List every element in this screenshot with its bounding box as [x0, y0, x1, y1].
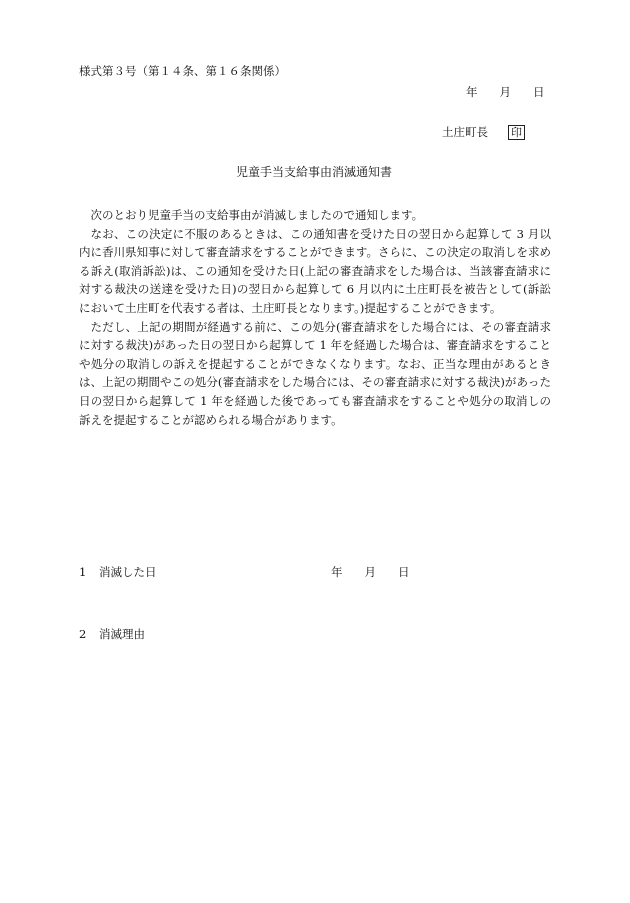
issue-date-year: 年 — [466, 85, 478, 99]
issuer-block — [442, 125, 525, 140]
issue-date — [466, 85, 545, 99]
seal-mark: 印 — [508, 125, 525, 140]
notice-body — [79, 206, 551, 429]
body-paragraph-3: ただし、上記の期間が経過する前に、この処分(審査請求をした場合には、その審査請求に対する裁決)があった日の翌日から起算して 1 年を経過した場合は、審査請求をすることや処分の取消しの訴えを提起することができなくなります。なお、正当な理由があるときは、上記の期間やこの処分(審査請求をした場合には、その審査請求に対する裁決)があった日の翌日から起算して 1 年を経過した後であっても審査請求をすることや処分の取消しの訴えを提起することが認められる場合があります。 — [79, 319, 551, 427]
field-label: 消滅した日 — [99, 565, 157, 579]
extinction-date-value — [331, 565, 410, 579]
extinction-date-day: 日 — [398, 565, 410, 579]
extinction-date-year: 年 — [331, 565, 343, 579]
field-extinction-date — [79, 565, 157, 579]
field-number: 2 — [79, 627, 87, 641]
extinction-date-month: 月 — [364, 565, 376, 579]
body-paragraph-1: 次のとおり児童手当の支給事由が消滅しましたので通知します。 — [90, 208, 424, 222]
form-number: 様式第３号（第１４条、第１６条関係） — [79, 64, 286, 78]
issuer-name: 土庄町長 — [442, 125, 488, 139]
body-paragraph-2: なお、この決定に不服のあるときは、この通知書を受けた日の翌日から起算して 3 月以内に香川県知事に対して審査請求をすることができます。さらに、この決定の取消しを求める訴え(取消訴訟)は、この通知を受けた日(上記の審査請求をした場合は、当該審査請求に対する裁決の送達を受けた日)の翌日から起算して 6 月以内に土庄町長を被告として(訴訟において土庄町を代表する者は、土庄町長となります。)提起することができます。 — [79, 226, 551, 315]
field-number: 1 — [79, 565, 87, 579]
issue-date-month: 月 — [499, 85, 511, 99]
document-title: 児童手当支給事由消滅通知書 — [236, 165, 393, 179]
issue-date-day: 日 — [533, 85, 545, 99]
field-extinction-reason — [79, 627, 145, 641]
field-label: 消滅理由 — [99, 627, 145, 641]
